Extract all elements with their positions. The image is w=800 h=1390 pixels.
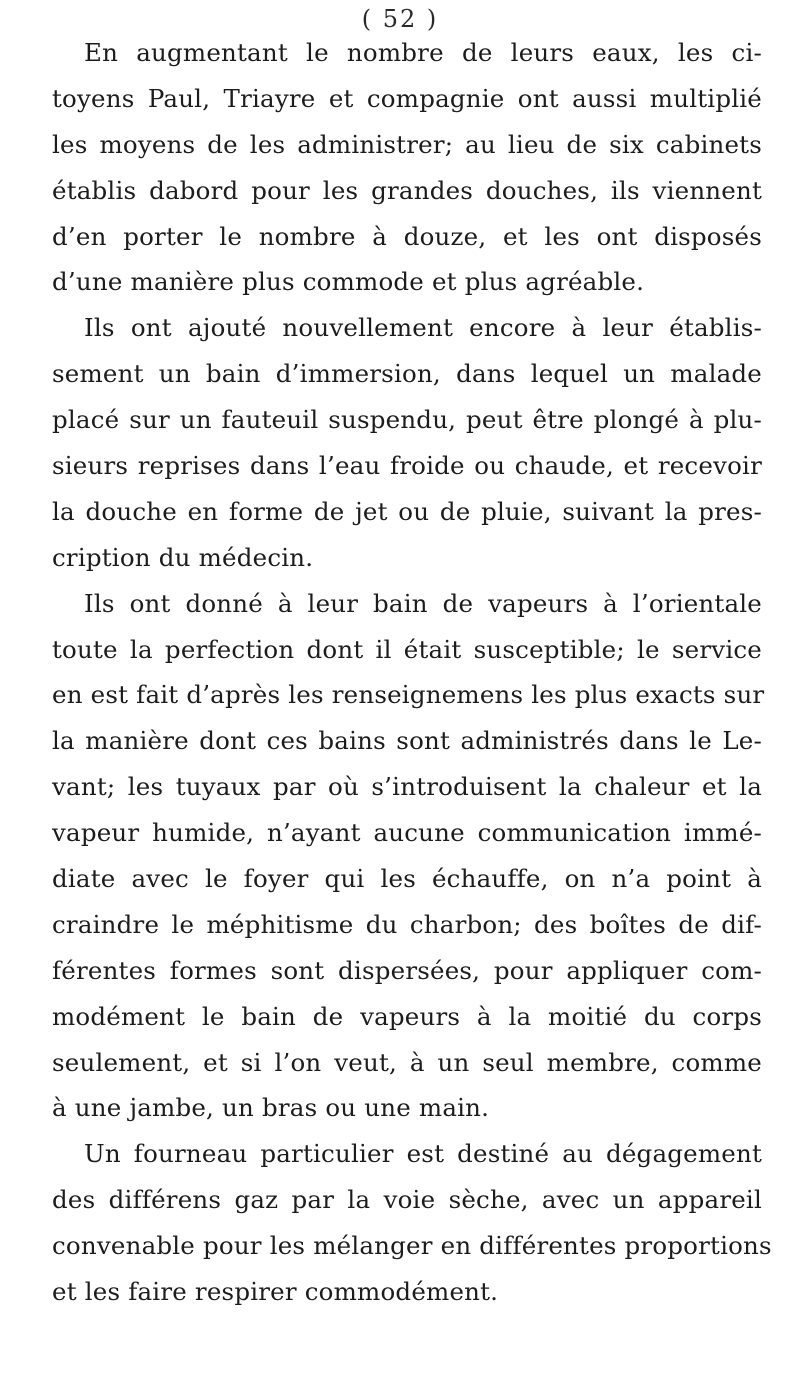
text-line: modément le bain de vapeurs à la moitié du corps xyxy=(52,1001,762,1031)
text-line: la manière dont ces bains sont administrés dans le Le- xyxy=(52,726,762,756)
text-line: sieurs reprises dans l’eau froide ou chaude, et recevoir xyxy=(52,451,762,481)
text-line: craindre le méphitisme du charbon; des boîtes de dif- xyxy=(52,909,762,939)
text-line: Ils ont ajouté nouvellement encore à leur établis- xyxy=(84,313,762,343)
text-line: d’une manière plus commode et plus agréable. xyxy=(52,267,645,297)
text-line: seulement, et si l’on veut, à un seul membre, comme xyxy=(52,1047,762,1077)
text-line: vant; les tuyaux par où s’introduisent la chaleur et la xyxy=(52,772,762,802)
text-line: En augmentant le nombre de leurs eaux, les ci- xyxy=(84,38,762,67)
text-line: des différens gaz par la voie sèche, avec un appareil xyxy=(52,1185,762,1215)
text-line: la douche en forme de jet ou de pluie, suivant la pres- xyxy=(52,496,762,526)
text-line: diate avec le foyer qui les échauffe, on n’a point à xyxy=(52,864,762,894)
text-line: établis dabord pour les grandes douches, ils viennent xyxy=(52,175,762,205)
text-line: les moyens de les administrer; au lieu de six cabinets xyxy=(52,129,762,159)
text-line: d’en porter le nombre à douze, et les ont disposés xyxy=(52,221,762,251)
text-line: à une jambe, un bras ou une main. xyxy=(52,1093,490,1123)
text-line: férentes formes sont dispersées, pour appliquer com- xyxy=(52,955,762,985)
text-line: toyens Paul, Triayre et compagnie ont aussi multiplié xyxy=(52,83,762,113)
text-line: et les faire respirer commodément. xyxy=(52,1277,499,1307)
text-line: en est fait d’après les renseignemens les plus exacts sur xyxy=(52,680,765,710)
body-text xyxy=(52,30,772,1315)
text-line: vapeur humide, n’ayant aucune communication immé- xyxy=(52,818,762,848)
text-line: Ils ont donné à leur bain de vapeurs à l’orientale xyxy=(84,588,762,618)
text-line: convenable pour les mélanger en différentes proportions xyxy=(52,1231,772,1261)
page-number: ( 52 ) xyxy=(361,5,439,33)
text-line: placé sur un fauteuil suspendu, peut être plongé à plu- xyxy=(52,405,762,435)
text-line: cription du médecin. xyxy=(52,542,314,572)
text-line: Un fourneau particulier est destiné au dégagement xyxy=(84,1139,762,1169)
text-line: sement un bain d’immersion, dans lequel un malade xyxy=(52,359,762,389)
text-line: toute la perfection dont il était susceptible; le service xyxy=(52,634,762,664)
